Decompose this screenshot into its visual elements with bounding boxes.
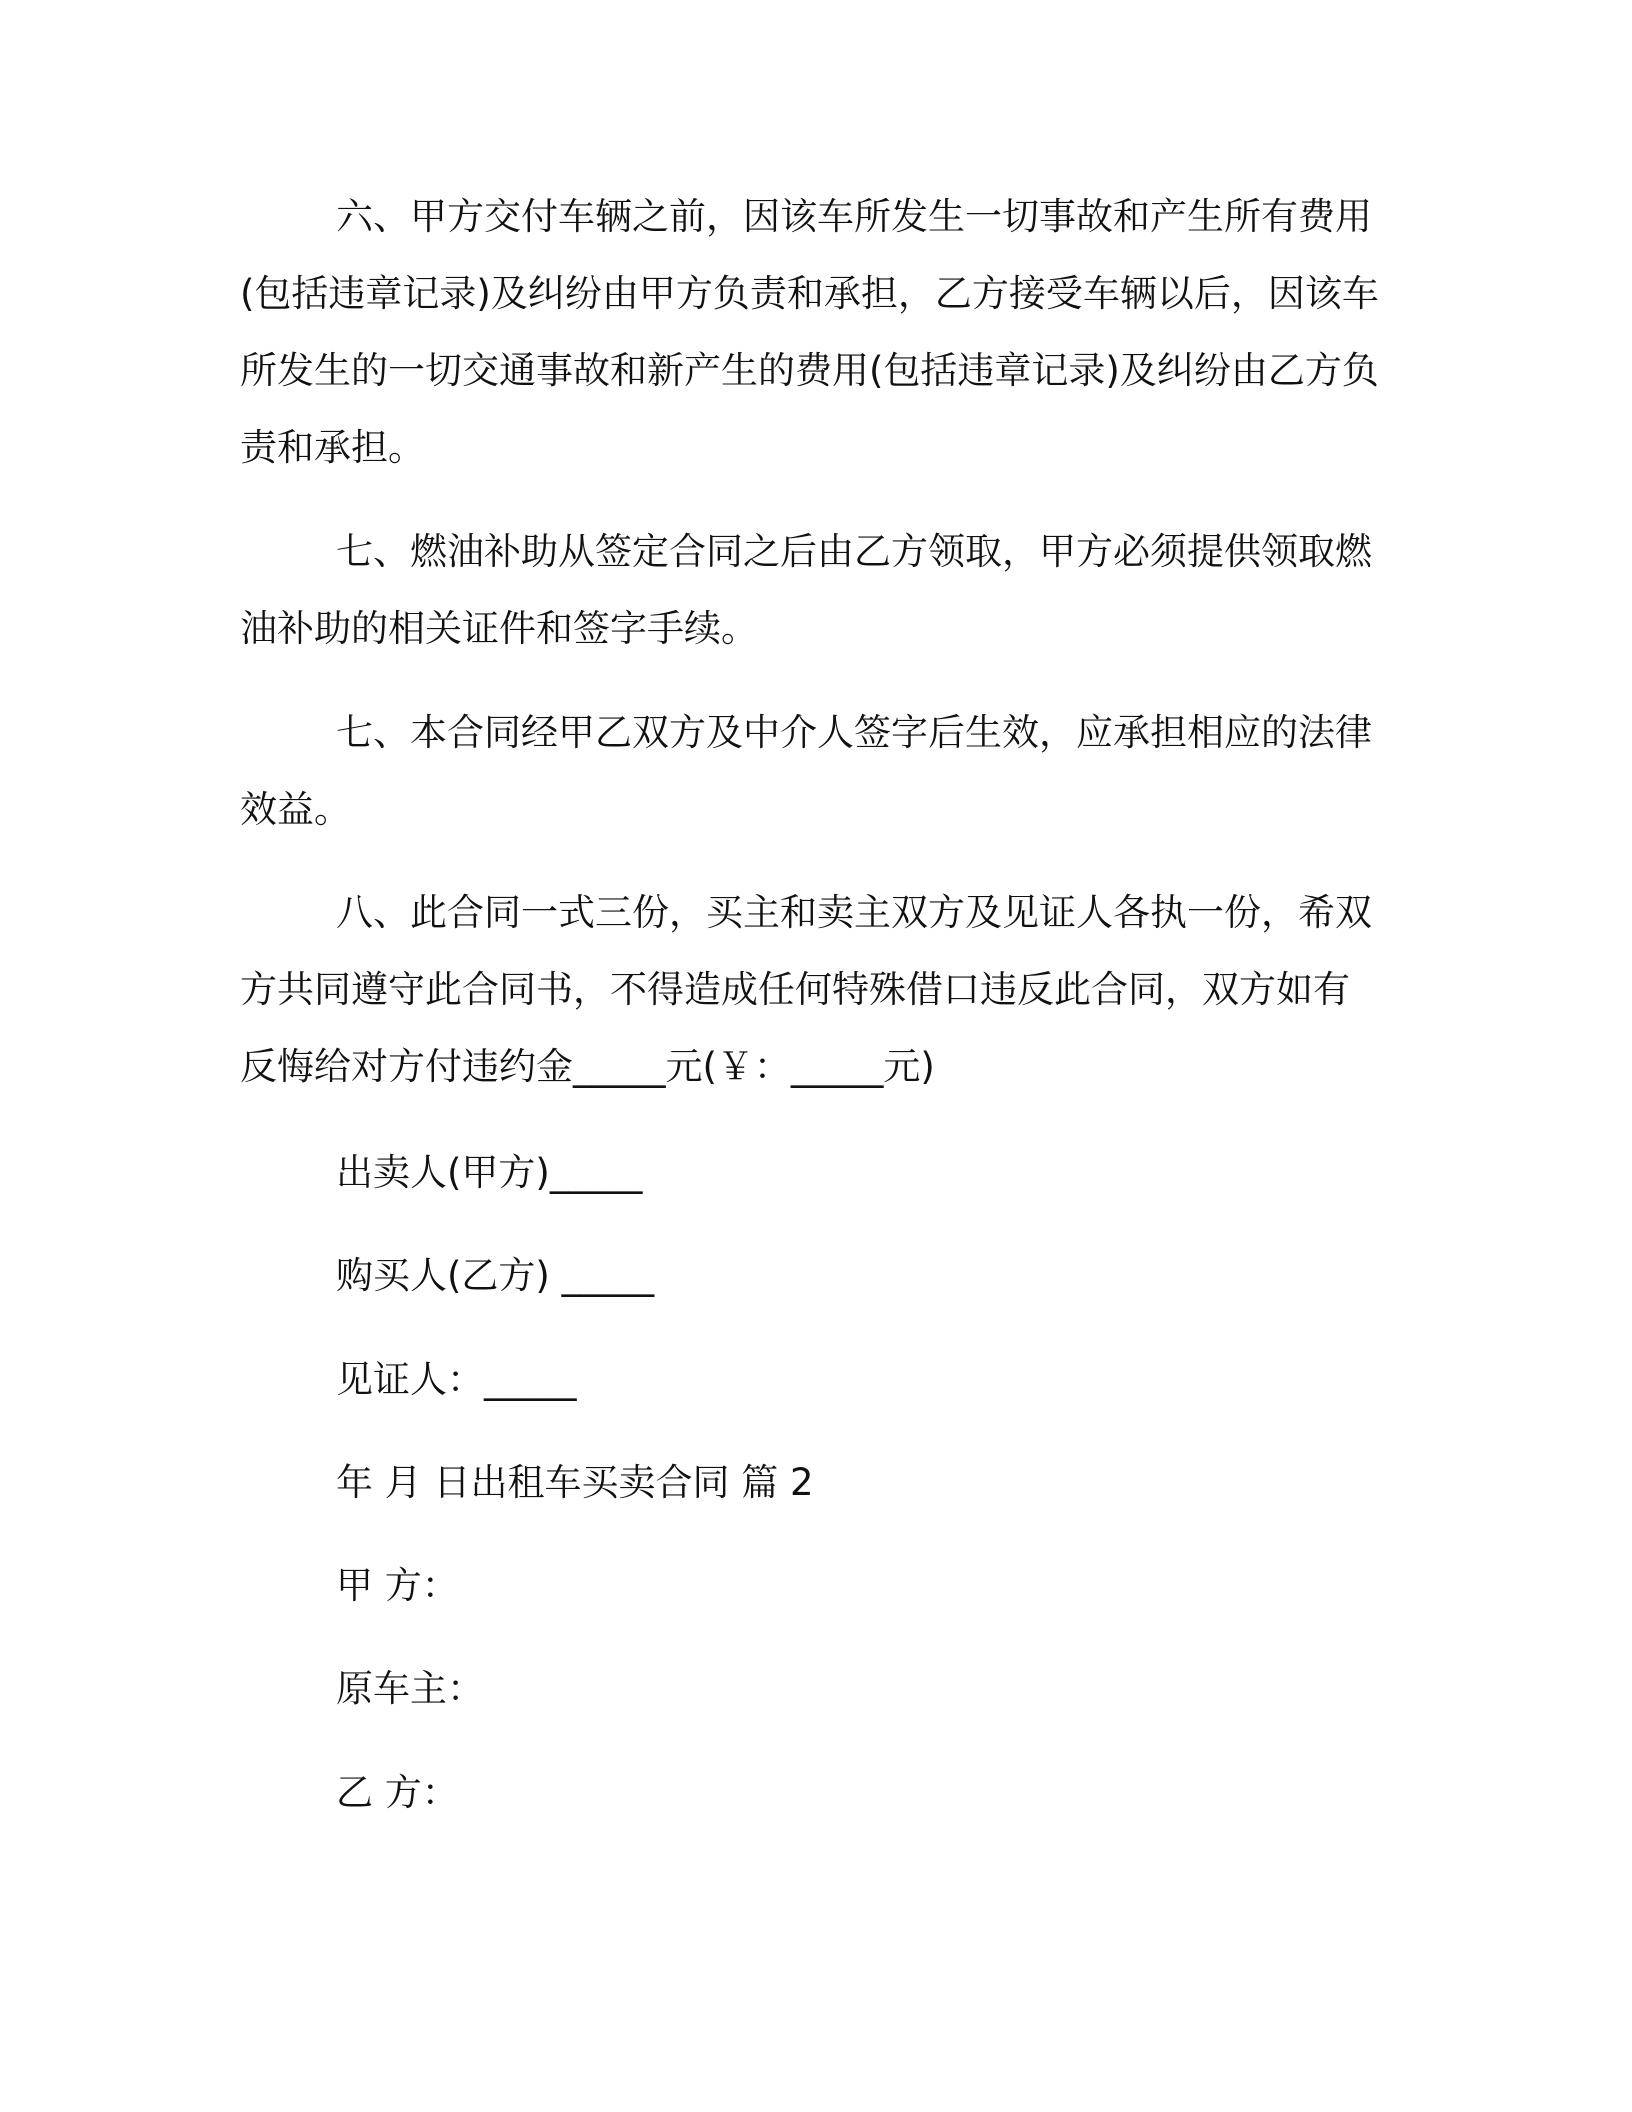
text-line: 八、此合同一式三份，买主和卖主双方及见证人各执一份，希双 — [336, 891, 1372, 934]
text-line: 七、燃油补助从签定合同之后由乙方领取，甲方必须提供领取燃 — [336, 530, 1372, 573]
text-line: 所发生的一切交通事故和新产生的费用(包括违章记录)及纠纷由乙方负 — [240, 349, 1379, 392]
buyer-signature-line: 购买人(乙方) _____ — [336, 1254, 655, 1297]
text-line: 七、本合同经甲乙双方及中介人签字后生效，应承担相应的法律 — [336, 711, 1372, 754]
witness-signature-line: 见证人：_____ — [336, 1358, 577, 1401]
text-line: 反悔给对方付违约金_____元(￥：_____元) — [240, 1045, 935, 1088]
party-a-line: 甲 方： — [336, 1564, 459, 1607]
text-line: 效益。 — [240, 788, 351, 831]
original-owner-line: 原车主： — [336, 1667, 484, 1710]
text-line: 责和承担。 — [240, 426, 425, 469]
text-line: 六、甲方交付车辆之前，因该车所发生一切事故和产生所有费用 — [336, 195, 1372, 238]
text-line: 方共同遵守此合同书，不得造成任何特殊借口违反此合同，双方如有 — [240, 968, 1350, 1011]
clause-8-paragraph — [240, 874, 1390, 1105]
party-b-line: 乙 方： — [336, 1771, 459, 1814]
clause-7-fuel-paragraph — [240, 513, 1390, 667]
text-line: (包括违章记录)及纠纷由甲方负责和承担，乙方接受车辆以后，因该车 — [240, 272, 1379, 315]
clause-6-paragraph — [240, 178, 1390, 486]
seller-signature-line: 出卖人(甲方)_____ — [336, 1151, 643, 1194]
clause-7-effect-paragraph — [240, 694, 1390, 848]
date-and-title-line: 年 月 日出租车买卖合同 篇 2 — [336, 1461, 814, 1504]
text-line: 油补助的相关证件和签字手续。 — [240, 607, 758, 650]
